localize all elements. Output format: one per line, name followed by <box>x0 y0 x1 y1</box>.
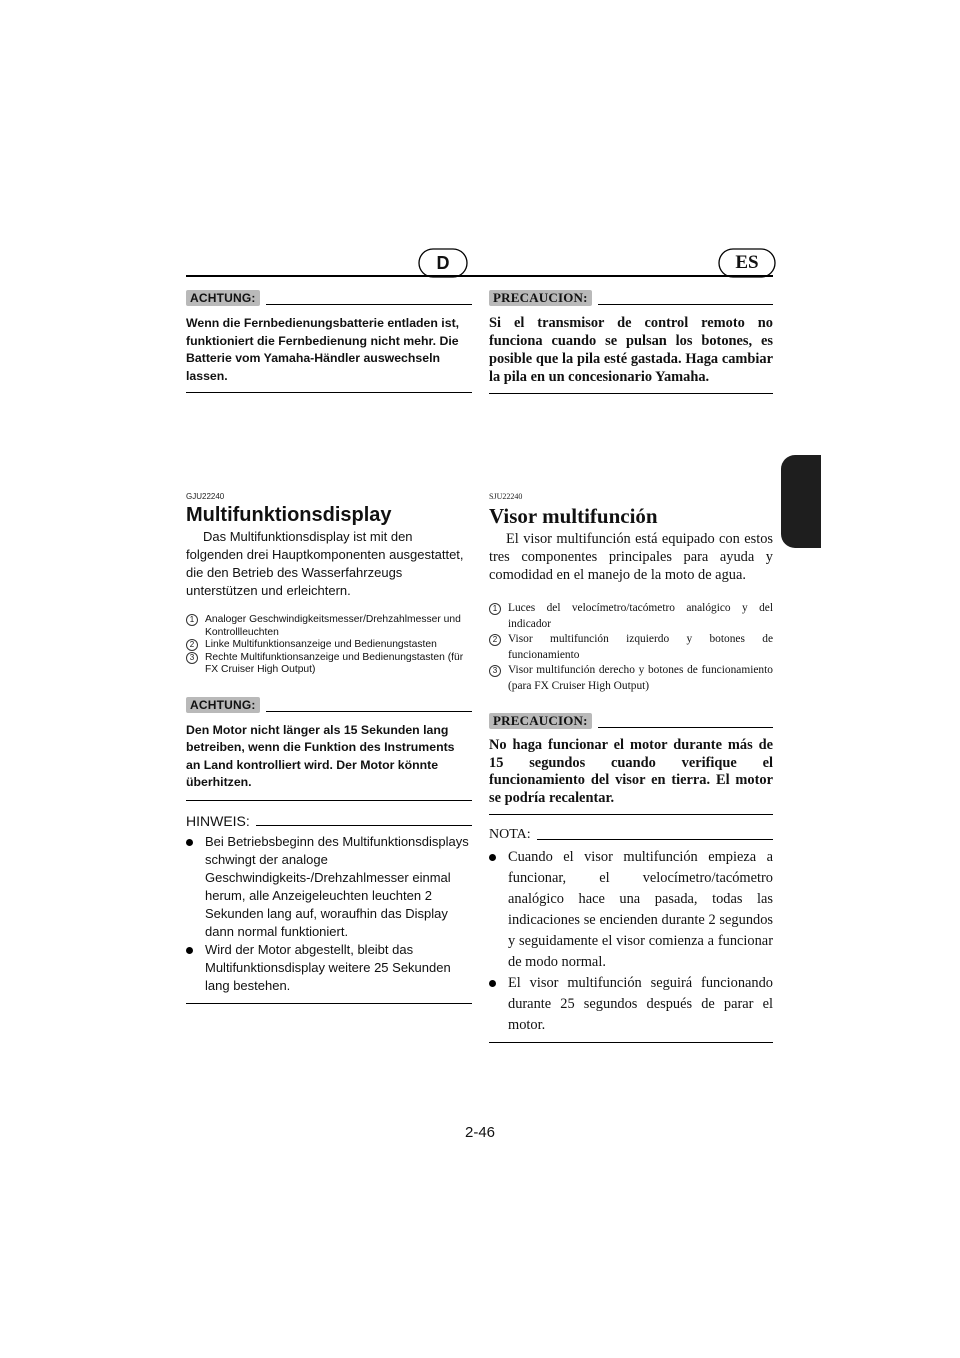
list-item-text: Visor multifunción derecho y botones de funcionamiento (para FX Cruiser High Output) <box>508 664 773 692</box>
caution-end-rule <box>489 393 773 394</box>
list-item <box>186 833 472 941</box>
header-rule <box>186 275 773 277</box>
section-title: Visor multifunción <box>489 504 658 528</box>
list-item-text: Luces del velocímetro/tacómetro analógico y del indicador <box>508 602 773 630</box>
caution-header <box>489 288 773 306</box>
list-item <box>186 614 472 639</box>
note-list <box>186 833 472 995</box>
list-item-text: Linke Multifunktionsanzeige und Bedienungstasten <box>205 639 437 650</box>
section-code: GJU22240 <box>186 492 225 501</box>
note-end-rule <box>489 1042 773 1043</box>
note-text: El visor multifunción seguirá funcionando durante 25 segundos después de parar el motor. <box>508 975 773 1033</box>
page-number: 2-46 <box>464 1124 496 1141</box>
list-item-text: Visor multifunción izquierdo y botones de funcionamiento <box>508 633 773 661</box>
note-text: Wird der Motor abgestellt, bleibt das Multifunktionsdisplay weitere 25 Sekunden lang bestehen. <box>205 941 451 993</box>
caution-header-rule <box>266 304 472 305</box>
list-item <box>489 663 773 694</box>
bullet-icon <box>489 854 496 861</box>
language-code-german: D <box>436 253 450 273</box>
list-item <box>186 941 472 995</box>
caution-label: PRECAUCION: <box>489 290 592 306</box>
callout-number: 2 <box>489 634 501 646</box>
list-item <box>186 639 472 652</box>
caution-header <box>489 711 773 729</box>
note-text: Bei Betriebsbeginn des Multifunktionsdisplays schwingt der analoge Geschwindigkeits-/Drehzahlmesser einmal herum, alle Anzeigeleuchten leuchten 2 Sekunden lang auf, woraufhin das Display dann normal funktioniert. <box>205 833 469 939</box>
caution-header <box>186 288 472 306</box>
bullet-icon <box>186 839 193 846</box>
caution-label: ACHTUNG: <box>186 697 260 713</box>
de-caution-battery <box>186 288 472 393</box>
component-list <box>186 614 472 677</box>
caution-end-rule <box>186 392 472 393</box>
note-header-rule <box>256 825 472 826</box>
bullet-icon <box>186 947 193 954</box>
chapter-tab <box>781 455 821 548</box>
list-item <box>489 601 773 632</box>
note-header <box>186 813 472 829</box>
list-item-text: Analoger Geschwindigkeitsmesser/Drehzahlmesser und Kontrollleuchten <box>205 614 461 638</box>
caution-text: Wenn die Fernbedienungsbatterie entladen ist, funktioniert die Fernbedienung nicht mehr. Die Batterie vom Yamaha-Händler auswechseln lassen. <box>186 316 460 383</box>
section-code: SJU22240 <box>489 492 523 501</box>
bullet-icon <box>489 980 496 987</box>
es-section-multifunction-display <box>489 492 773 1043</box>
note-label: NOTA: <box>489 827 531 842</box>
note-text: Cuando el visor multifunción empieza a funcionar, el velocímetro/tacómetro analógico hace una pasada, todas las indicaciones se encienden durante 2 segundos y seguidamente el visor comienza a funcionar de modo normal. <box>508 849 773 970</box>
caution-header <box>186 695 472 713</box>
note-header-rule <box>537 839 773 840</box>
caution-label: ACHTUNG: <box>186 290 260 306</box>
list-item-text: Rechte Multifunktionsanzeige und Bedienungstasten (für FX Cruiser High Output) <box>205 651 464 675</box>
caution-text: Den Motor nicht länger als 15 Sekunden lang betreiben, wenn die Funktion des Instruments an Land kontrolliert wird. Der Motor könnte überhitzen. <box>186 722 455 789</box>
list-item <box>489 847 773 973</box>
es-caution-battery <box>489 288 773 394</box>
language-tab-german <box>418 248 468 278</box>
caution-label: PRECAUCION: <box>489 713 592 729</box>
callout-number: 1 <box>489 603 501 615</box>
caution-header-rule <box>598 727 773 728</box>
caution-end-rule <box>186 800 472 801</box>
caution-header-rule <box>598 304 773 305</box>
de-section-multifunction-display <box>186 492 472 1004</box>
callout-number: 3 <box>489 665 501 677</box>
callout-number: 2 <box>186 639 198 651</box>
caution-end-rule <box>489 814 773 815</box>
note-header <box>489 827 773 843</box>
note-end-rule <box>186 1003 472 1004</box>
language-tab-spanish <box>718 248 776 278</box>
list-item <box>489 973 773 1036</box>
section-intro: El visor multifunción está equipado con estos tres componentes principales para ayuda y comodidad en el manejo de la moto de agua. <box>489 531 773 583</box>
caution-text: Si el transmisor de control remoto no funciona cuando se pulsan los botones, es posible que la pila esté gastada. Haga cambiar la pila en un concesionario Yamaha. <box>489 315 773 385</box>
component-list <box>489 601 773 694</box>
callout-number: 3 <box>186 652 198 664</box>
section-intro: Das Multifunktionsdisplay ist mit den folgenden drei Hauptkomponenten ausgestattet, die den Betrieb des Wasserfahrzeugs unterstützen und erleichtern. <box>186 529 464 598</box>
language-code-spanish: ES <box>735 252 759 273</box>
caution-header-rule <box>266 711 472 712</box>
note-label: HINWEIS: <box>186 812 250 829</box>
list-item <box>489 632 773 663</box>
note-list <box>489 847 773 1036</box>
callout-number: 1 <box>186 614 198 626</box>
caution-text: No haga funcionar el motor durante más de 15 segundos cuando verifique el funcionamiento del visor en tierra. El motor se podría recalentar. <box>489 737 773 806</box>
list-item <box>186 652 472 677</box>
section-title: Multifunktionsdisplay <box>186 504 392 526</box>
